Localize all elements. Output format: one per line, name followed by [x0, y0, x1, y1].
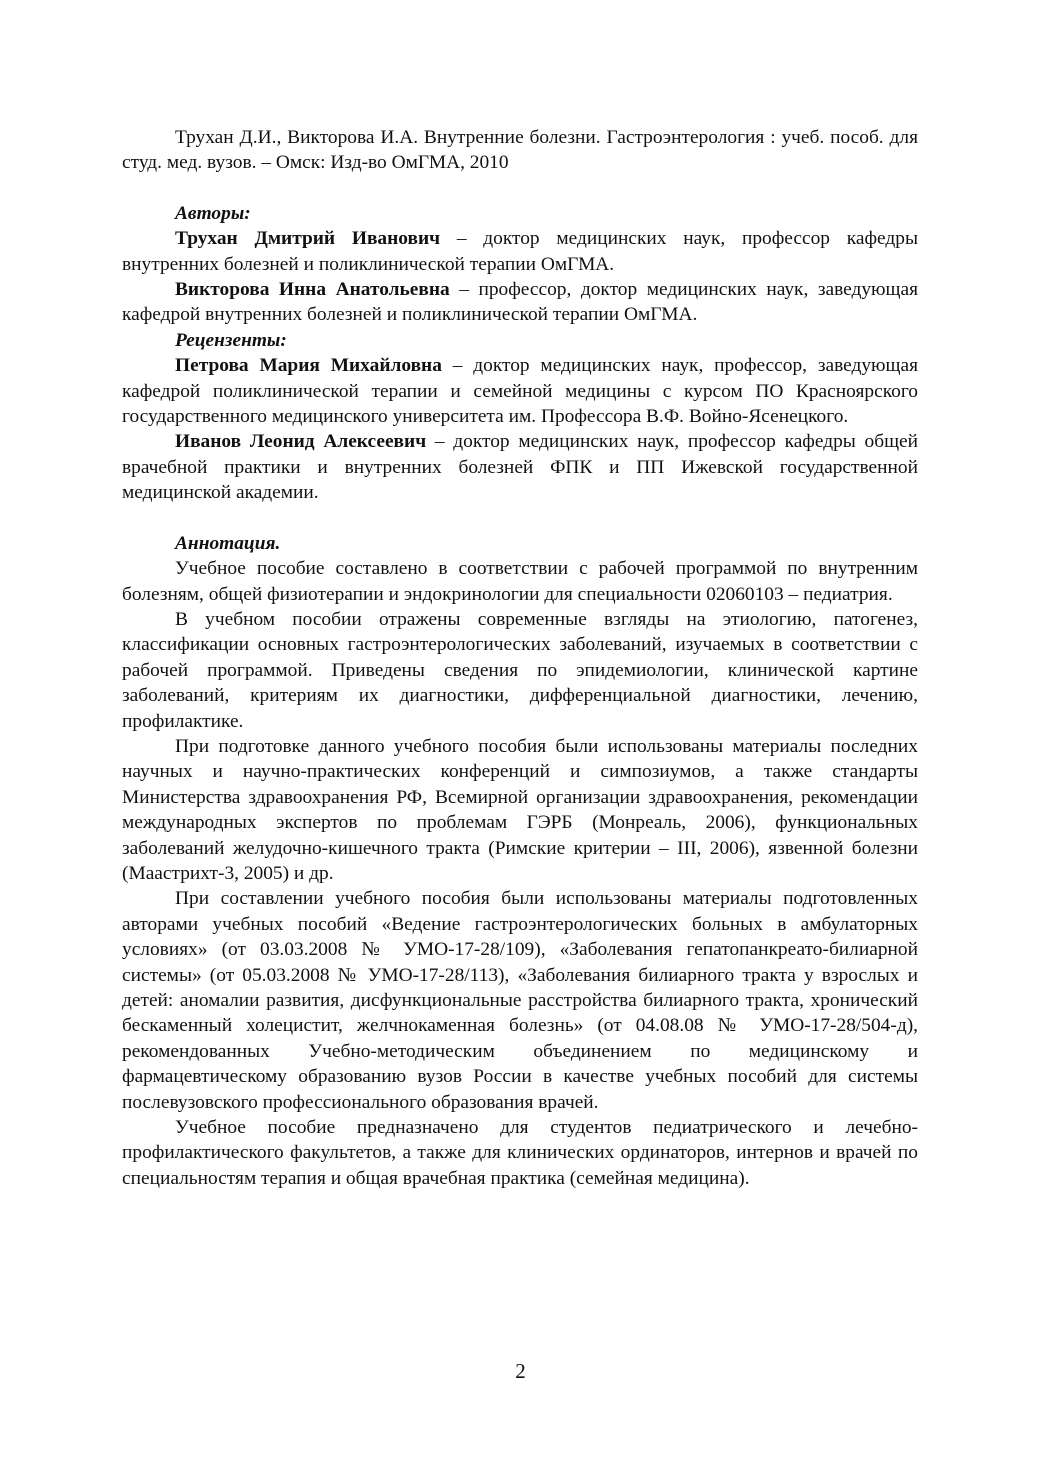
reviewer-description: – доктор медицинских наук, профессор, заведующая кафедрой поликлинической терапии и семейной медицины с курсом ПО Красноярского государственного медицинского университета им. Профессора В.Ф. Войно-Ясенецкого. — [122, 355, 918, 428]
reviewer-name: Петрова Мария Михайловна — [175, 355, 442, 377]
annotation-paragraph: При подготовке данного учебного пособия были использованы материалы последних научных и научно-практических конференций и симпозиумов, а также стандарты Министерства здравоохранения РФ, Всемирной организации здравоохранения, рекомендации международных экспертов по проблемам ГЭРБ (Монреаль, 2006), функциональных заболеваний желудочно-кишечного тракта (Римские критерии – III, 2006), язвенной болезни (Маастрихт-3, 2005) и др. — [122, 735, 918, 884]
author-description: – доктор медицинских наук, профессор кафедры внутренних болезней и поликлинической терапии ОмГМА. — [122, 228, 918, 275]
citation-paragraph: Трухан Д.И., Викторова И.А. Внутренние болезни. Гастроэнтерология : учеб. пособ. для студ. мед. вузов. – Омск: Изд-во ОмГМА, 2010 — [122, 127, 918, 174]
author-name: Викторова Инна Анатольевна — [175, 279, 450, 301]
annotation-heading: Аннотация. — [175, 532, 281, 554]
author-description: – профессор, доктор медицинских наук, заведующая кафедрой внутренних болезней и поликлинической терапии ОмГМА. — [122, 279, 918, 326]
reviewer-description: – доктор медицинских наук, профессор кафедры общей врачебной практики и внутренних болезней ФПК и ПП Ижевской государственной медицинской академии. — [122, 431, 919, 504]
reviewer-entry — [122, 353, 918, 429]
author-entry — [122, 226, 918, 277]
author-entry — [122, 277, 918, 328]
reviewer-entry — [122, 429, 918, 505]
authors-heading: Авторы: — [175, 202, 251, 224]
annotation-paragraph: При составлении учебного пособия были использованы материалы подготовленных авторами учебных пособий «Ведение гастроэнтерологических больных в амбулаторных условиях» (от 03.03.2008 № УМО-17-28/109), «Заболевания гепатопанкреато-билиарной системы» (от 05.03.2008 № УМО-17-28/113), «Заболевания билиарного тракта у взрослых и детей: аномалии развития, дисфункциональные расстройства билиарного тракта, хронический бескаменный холецистит, желчнокаменная болезнь» (от 04.08.08 № УМО-17-28/504-д), рекомендованных Учебно-методическим объединением по медицинскому и фармацевтическому образованию вузов России в качестве учебных пособий для системы послевузовского профессионального образования врачей. — [122, 888, 918, 1113]
document-page — [122, 125, 918, 1191]
annotation-paragraph: Учебное пособие составлено в соответствии с рабочей программой по внутренним болезням, общей физиотерапии и эндокринологии для специальности 02060103 – педиатрия. — [122, 558, 918, 605]
annotation-paragraph: В учебном пособии отражены современные взгляды на этиологию, патогенез, классификации основных гастроэнтерологических заболеваний, изучаемых в соответствии с рабочей программой. Приведены сведения по эпидемиологии, клинической картине заболеваний, критериям их диагностики, дифференциальной диагностики, лечению, профилактике. — [122, 608, 918, 732]
reviewer-name: Иванов Леонид Алексеевич — [175, 431, 427, 453]
reviewers-heading: Рецензенты: — [175, 329, 287, 351]
page-number: 2 — [515, 1359, 526, 1383]
author-name: Трухан Дмитрий Иванович — [175, 228, 441, 250]
annotation-paragraph: Учебное пособие предназначено для студентов педиатрического и лечебно-профилактического факультетов, а также для клинических ординаторов, интернов и врачей по специальностям терапия и общая врачебная практика (семейная медицина). — [122, 1117, 918, 1189]
